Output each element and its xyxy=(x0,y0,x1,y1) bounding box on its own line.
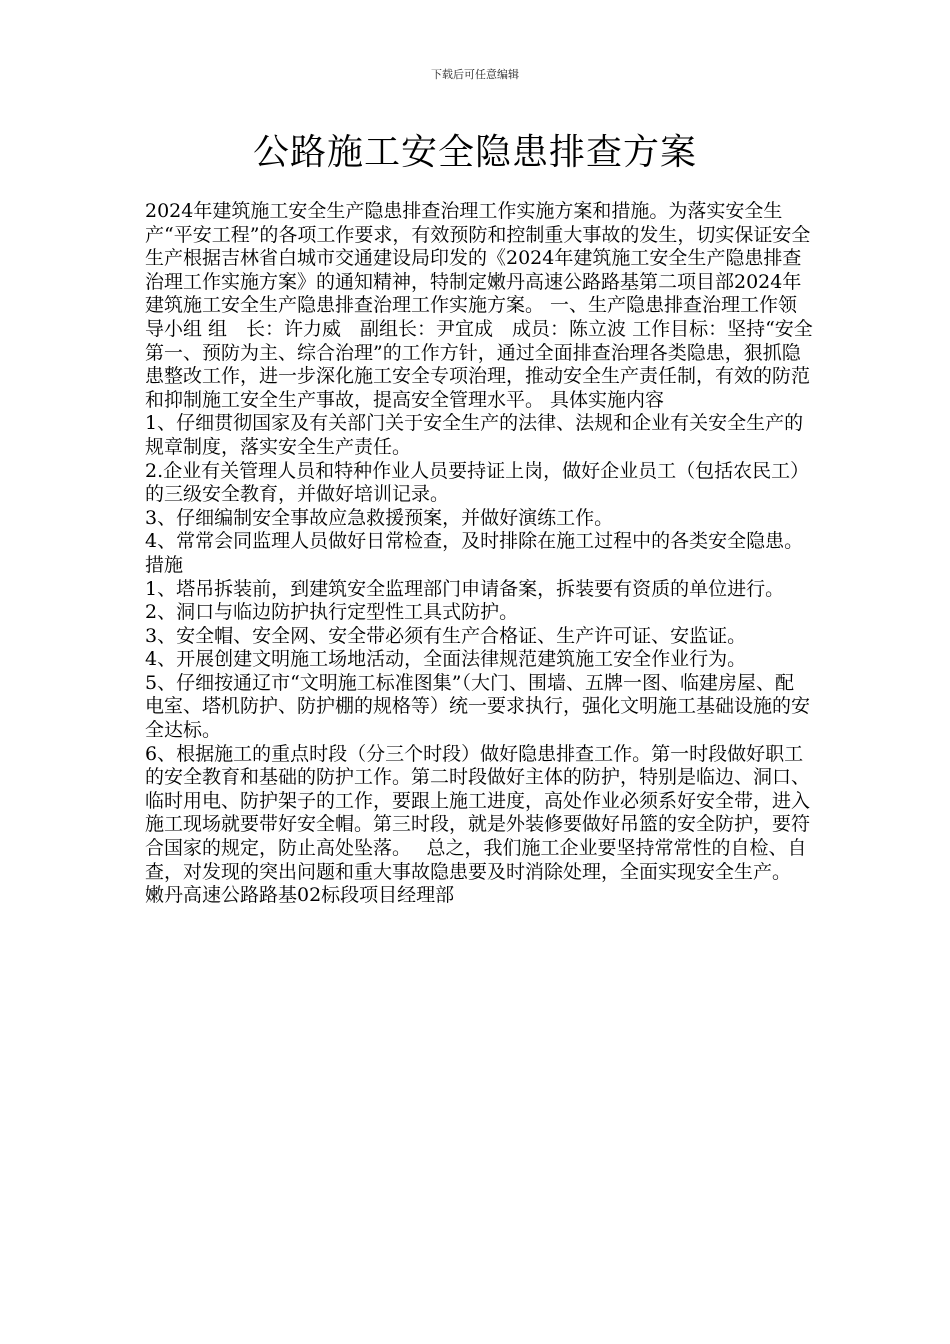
measure-item-5: 5、仔细按通辽市“文明施工标准图集”（大门、围墙、五牌一图、临建房屋、配电室、塔机防护、防护棚的规格等）统一要求执行，强化文明施工基础设施的安全达标。 xyxy=(145,671,811,742)
measure-item-4: 4、开展创建文明施工场地活动，全面法律规范建筑施工安全作业行为。 xyxy=(145,648,747,671)
signature-line: 嫩丹高速公路路基02标段项目经理部 xyxy=(145,884,455,907)
content-item-4: 4、常常会同监理人员做好日常检查，及时排除在施工过程中的各类安全隐患。 xyxy=(145,530,804,553)
content-item-3: 3、仔细编制安全事故应急救援预案，并做好演练工作。 xyxy=(145,506,614,529)
content-item-1: 1、仔细贯彻国家及有关部门关于安全生产的法律、法规和企业有关安全生产的规章制度，落实安全生产责任。 xyxy=(145,412,804,458)
measures-heading: 措施 xyxy=(145,553,184,576)
document-body xyxy=(145,200,813,908)
page-title: 公路施工安全隐患排查方案 xyxy=(252,132,697,173)
measure-item-3: 3、安全帽、安全网、安全带必须有生产合格证、生产许可证、安监证。 xyxy=(145,624,747,647)
content-item-2: 2.企业有关管理人员和特种作业人员要持证上岗，做好企业员工（包括农民工）的三级安全教育，并做好培训记录。 xyxy=(145,459,810,506)
measure-item-2: 2、洞口与临边防护执行定型性工具式防护。 xyxy=(145,601,519,624)
measure-item-1: 1、塔吊拆装前，到建筑安全监理部门申请备案，拆装要有资质的单位进行。 xyxy=(145,577,785,600)
intro-paragraph: 2024年建筑施工安全生产隐患排查治理工作实施方案和措施。为落实安全生产“平安工程”的各项工作要求，有效预防和控制重大事故的发生，切实保证安全生产根据吉林省白城市交通建设局印发的《2024年建筑施工安全生产隐患排查治理工作实施方案》的通知精神，特制定嫩丹高速公路路基第二项目部2024年建筑施工安全生产隐患排查治理工作实施方案。 一、生产隐患排查治理工作领导小组 组 长：许力威 副组长：尹宜成 成员：陈立波 工作目标：坚持“安全第一、预防为主、综合治理”的工作方针，通过全面排查治理各类隐患，狠抓隐患整改工作，进一步深化施工安全专项治理，推动安全生产责任制，有效的防范和抑制施工安全生产事故，提高安全管理水平。 具体实施内容 xyxy=(145,200,813,411)
measure-item-6: 6、根据施工的重点时段（分三个时段）做好隐患排查工作。第一时段做好职工的安全教育和基础的防护工作。第二时段做好主体的防护，特别是临边、洞口、临时用电、防护架子的工作，要跟上施工进度，高处作业必须系好安全带，进入施工现场就要带好安全帽。第三时段，就是外装修要做好吊篮的安全防护，要符合国家的规定，防止高处坠落。 总之，我们施工企业要坚持常常性的自检、自查，对发现的突出问题和重大事故隐患要及时消除处理，全面实现安全生产。 xyxy=(145,742,811,883)
header-note: 下载后可任意编辑 xyxy=(431,68,519,81)
